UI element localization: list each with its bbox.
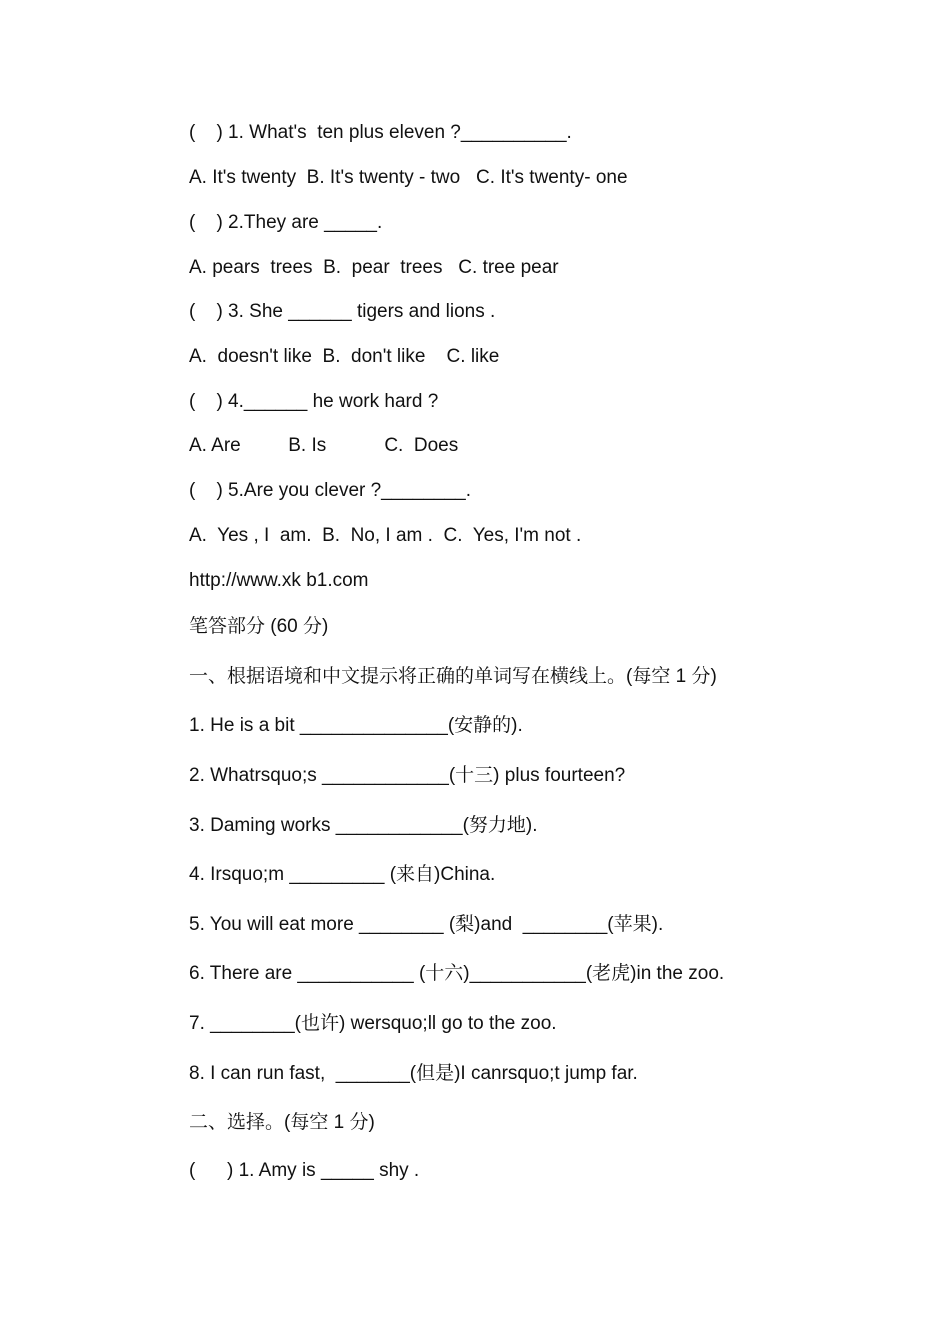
fill-blank-3: 3. Daming works ____________(努力地). — [189, 815, 538, 836]
fill-blank-7: 7. ________(也许) wersquo;ll go to the zoo. — [189, 1013, 557, 1034]
question-5-options: A. Yes , I am. B. No, I am . C. Yes, I'm not . — [189, 525, 582, 546]
fill-blank-8: 8. I can run fast, _______(但是)I canrsquo;t jump far. — [189, 1063, 638, 1084]
question-5: ( ) 5.Are you clever ?________. — [189, 480, 471, 501]
question-1: ( ) 1. What's ten plus eleven ?__________. — [189, 122, 572, 143]
question-4: ( ) 4.______ he work hard ? — [189, 391, 439, 412]
fill-blank-4: 4. Irsquo;m _________ (来自)China. — [189, 864, 496, 885]
fill-blank-2: 2. Whatrsquo;s ____________(十三) plus fourteen? — [189, 765, 626, 786]
fill-blank-6: 6. There are ___________ (十六)___________(老虎)in the zoo. — [189, 963, 725, 984]
question-1-options: A. It's twenty B. It's twenty - two C. It's twenty- one — [189, 167, 628, 188]
section-2-heading: 二、选择。(每空 1 分) — [189, 1112, 375, 1133]
fill-blank-1: 1. He is a bit ______________(安静的). — [189, 715, 523, 736]
question-2: ( ) 2.They are _____. — [189, 212, 383, 233]
question-3: ( ) 3. She ______ tigers and lions . — [189, 301, 496, 322]
section-1-heading: 一、根据语境和中文提示将正确的单词写在横线上。(每空 1 分) — [189, 666, 717, 687]
question-4-options: A. Are B. Is C. Does — [189, 435, 459, 456]
source-url: http://www.xk b1.com — [189, 570, 369, 591]
question-3-options: A. doesn't like B. don't like C. like — [189, 346, 500, 367]
written-part-heading: 笔答部分 (60 分) — [189, 616, 329, 637]
choice-question-1: ( ) 1. Amy is _____ shy . — [189, 1160, 420, 1181]
fill-blank-5: 5. You will eat more ________ (梨)and ________(苹果). — [189, 914, 664, 935]
question-2-options: A. pears trees B. pear trees C. tree pear — [189, 257, 559, 278]
